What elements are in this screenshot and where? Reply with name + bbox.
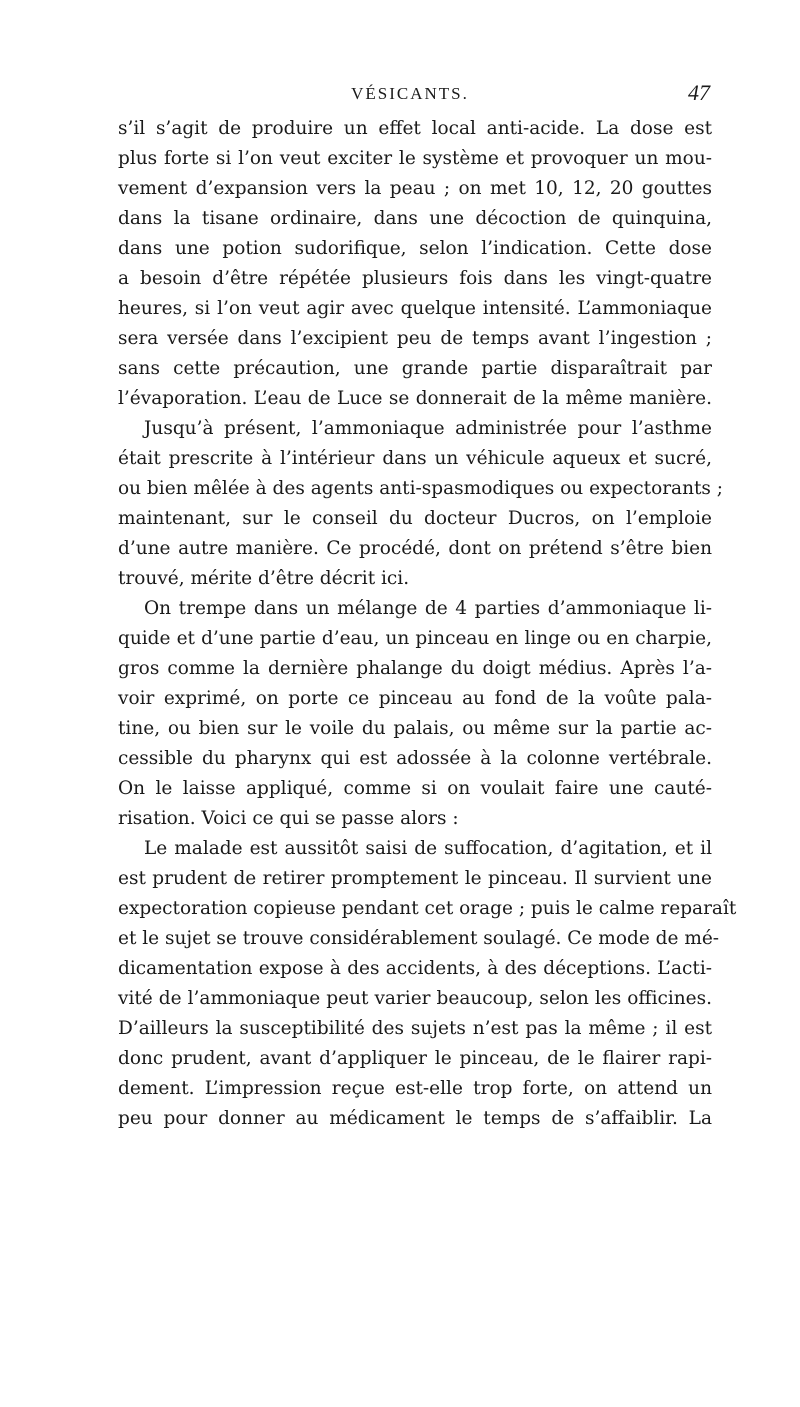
text-line: On le laisse appliqué, comme si on voulait faire une cauté- (118, 778, 712, 799)
text-line: ou bien mêlée à des agents anti-spasmodiques ou expectorants ; (118, 478, 724, 499)
text-line: dans la tisane ordinaire, dans une décoction de quinquina, (118, 208, 712, 229)
text-line: On trempe dans un mélange de 4 parties d’ammoniaque li- (144, 598, 712, 619)
text-line: a besoin d’être répétée plusieurs fois dans les vingt-quatre (118, 268, 712, 289)
text-line: d’une autre manière. Ce procédé, dont on prétend s’être bien (118, 538, 712, 559)
page-number: 47 (688, 80, 710, 105)
text-line: voir exprimé, on porte ce pinceau au fond de la voûte pala- (118, 688, 712, 709)
text-line: dicamentation expose à des accidents, à des déceptions. L’acti- (118, 958, 712, 979)
text-line: D’ailleurs la susceptibilité des sujets n’est pas la même ; il est (118, 1018, 712, 1039)
text-line: plus forte si l’on veut exciter le système et provoquer un mou- (118, 148, 712, 169)
text-line: et le sujet se trouve considérablement soulagé. Ce mode de mé- (118, 928, 720, 949)
text-line: quide et d’une partie d’eau, un pinceau en linge ou en charpie, (118, 628, 712, 649)
text-line: sera versée dans l’excipient peu de temps avant l’ingestion ; (118, 328, 712, 349)
text-line: Le malade est aussitôt saisi de suffocation, d’agitation, et il (144, 838, 712, 859)
text-line: vité de l’ammoniaque peut varier beaucoup, selon les officines. (118, 988, 712, 1009)
body-text (118, 114, 737, 1134)
text-line: Jusqu’à présent, l’ammoniaque administrée pour l’asthme (144, 418, 712, 439)
text-line: donc prudent, avant d’appliquer le pinceau, de le flairer rapi- (118, 1048, 712, 1069)
running-header (110, 80, 710, 110)
text-line: gros comme la dernière phalange du doigt médius. Après l’a- (118, 658, 712, 679)
text-line: maintenant, sur le conseil du docteur Ducros, on l’emploie (118, 508, 712, 529)
text-line: tine, ou bien sur le voile du palais, ou même sur la partie ac- (118, 718, 712, 739)
running-title: VÉSICANTS. (351, 84, 469, 103)
text-line: l’évaporation. L’eau de Luce se donnerait de la même manière. (118, 388, 712, 409)
text-line: est prudent de retirer promptement le pinceau. Il survient une (118, 868, 712, 889)
text-line: était prescrite à l’intérieur dans un véhicule aqueux et sucré, (118, 448, 712, 469)
text-line: dans une potion sudorifique, selon l’indication. Cette dose (118, 238, 712, 259)
text-line: s’il s’agit de produire un effet local anti-acide. La dose est (118, 118, 712, 139)
text-line: peu pour donner au médicament le temps de s’affaiblir. La (118, 1108, 712, 1129)
text-line: cessible du pharynx qui est adossée à la colonne vertébrale. (118, 748, 712, 769)
text-line: heures, si l’on veut agir avec quelque intensité. L’ammoniaque (118, 298, 712, 319)
text-line: trouvé, mérite d’être décrit ici. (118, 568, 410, 589)
text-line: vement d’expansion vers la peau ; on met 10, 12, 20 gouttes (118, 178, 712, 199)
text-line: risation. Voici ce qui se passe alors : (118, 808, 459, 829)
text-line: sans cette précaution, une grande partie disparaîtrait par (118, 358, 712, 379)
text-line: dement. L’impression reçue est-elle trop forte, on attend un (118, 1078, 712, 1099)
text-line: expectoration copieuse pendant cet orage ; puis le calme reparaît (118, 898, 737, 919)
